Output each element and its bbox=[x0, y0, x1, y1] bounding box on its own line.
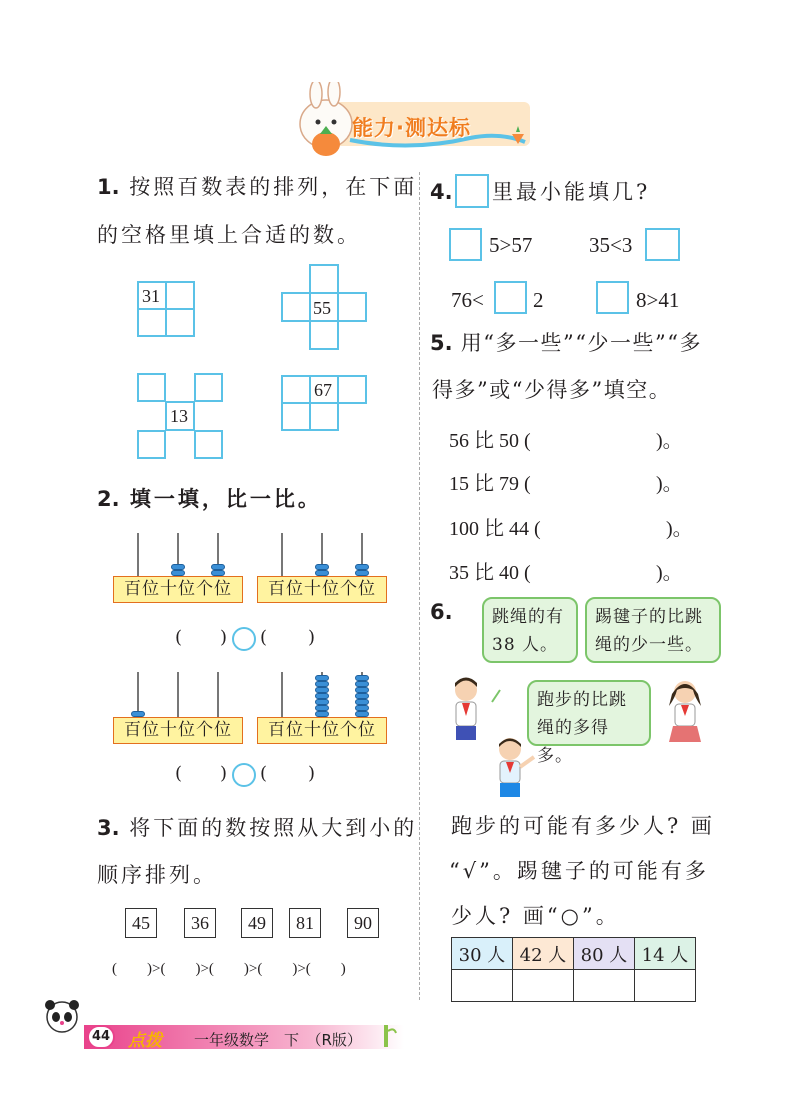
grid-cell-blank[interactable] bbox=[337, 375, 367, 404]
paren-right: ) bbox=[220, 627, 228, 648]
grid-a-value: 31 bbox=[142, 286, 160, 306]
q4-text: 里最小能填几? bbox=[492, 180, 651, 204]
q5-close: )。 bbox=[656, 473, 683, 495]
q1-line1 bbox=[97, 177, 417, 198]
q5-line: 35 比 40 ( bbox=[449, 562, 531, 584]
page-number: 44 bbox=[87, 1025, 115, 1049]
q1-text-line1: 按照百数表的排列，在下面 bbox=[129, 175, 418, 199]
q4-number: 4. bbox=[430, 180, 453, 204]
header-banner bbox=[290, 82, 535, 162]
speech-bubble-2 bbox=[585, 597, 721, 663]
compare-circle[interactable] bbox=[232, 763, 256, 787]
abacus-label: 百位十位个位 bbox=[257, 717, 387, 744]
paren-left: ( bbox=[175, 627, 183, 648]
q5-line: 56 比 50 ( bbox=[449, 430, 531, 452]
grid-cell-blank[interactable] bbox=[309, 402, 339, 431]
q6-number: 6. bbox=[430, 600, 453, 624]
paren-right: ) bbox=[308, 627, 316, 648]
q6-text-line3: 少人? 画“○”。 bbox=[451, 904, 620, 928]
q5-line1 bbox=[430, 333, 702, 354]
q4-answer-box[interactable] bbox=[449, 228, 482, 261]
abacus-label: 百位十位个位 bbox=[113, 717, 243, 744]
q4-c-prefix: 76< bbox=[451, 288, 484, 312]
q2-number: 2. bbox=[97, 487, 120, 511]
grid-cell-blank[interactable] bbox=[281, 292, 311, 322]
bamboo-icon bbox=[378, 1025, 398, 1049]
q5-line: 100 比 44 ( bbox=[449, 518, 541, 540]
bubble1-line2: 38 人。 bbox=[492, 635, 559, 655]
q4-answer-box[interactable] bbox=[645, 228, 680, 261]
grid-cell-blank[interactable] bbox=[165, 281, 195, 310]
q4-a-suffix: 5>57 bbox=[489, 233, 533, 257]
q3-text-line2: 顺序排列。 bbox=[97, 863, 217, 887]
paren-right: ) bbox=[308, 763, 316, 784]
paren-left: ( bbox=[260, 627, 268, 648]
girl-child-icon bbox=[655, 676, 715, 746]
grid-cell-blank[interactable] bbox=[137, 373, 166, 402]
q4-b-prefix: 35<3 bbox=[589, 233, 633, 257]
compare-circle[interactable] bbox=[232, 627, 256, 651]
bubble1-line1: 跳绳的有 bbox=[492, 607, 564, 627]
column-divider bbox=[419, 172, 420, 1000]
grid-d-value: 67 bbox=[314, 380, 332, 400]
grid-cell-blank[interactable] bbox=[337, 292, 367, 322]
q5-close: )。 bbox=[666, 518, 693, 540]
q6-text-line1: 跑步的可能有多少人? 画 bbox=[451, 814, 715, 838]
q2-text: 填一填，比一比。 bbox=[129, 487, 322, 511]
grid-cell-blank[interactable] bbox=[309, 320, 339, 350]
q4-d-suffix: 8>41 bbox=[636, 288, 680, 312]
q3-number: 3. bbox=[97, 816, 120, 840]
table-header: 42 人 bbox=[513, 938, 574, 970]
q1-text-line2: 的空格里填上合适的数。 bbox=[97, 223, 361, 247]
header-title: 能力·测达标 bbox=[352, 116, 471, 140]
bubble3-line2: 绳的多得多。 bbox=[537, 718, 609, 766]
q5-text-line2: 得多”或“少得多”填空。 bbox=[432, 378, 672, 402]
number-card: 49 bbox=[241, 908, 273, 938]
q3-text-line1: 将下面的数按照从大到小的 bbox=[129, 816, 418, 840]
footer-brand: 点拨 bbox=[128, 1031, 162, 1051]
table-answer-cell[interactable] bbox=[452, 970, 513, 1002]
grid-b-value: 55 bbox=[313, 298, 331, 318]
bubble2-line1: 踢毽子的比跳 bbox=[595, 607, 703, 627]
table-row bbox=[452, 970, 696, 1002]
speech-bubble-3 bbox=[527, 680, 651, 766]
table-header: 80 人 bbox=[574, 938, 635, 970]
abacus-label: 百位十位个位 bbox=[257, 576, 387, 603]
answer-table bbox=[451, 937, 696, 1002]
grid-cell-blank[interactable] bbox=[165, 308, 195, 337]
q5-number: 5. bbox=[430, 331, 453, 355]
q5-text-line1: 用“多一些”“少一些”“多 bbox=[460, 331, 702, 355]
q5-line: 15 比 79 ( bbox=[449, 473, 531, 495]
bubble2-line2: 绳的少一些。 bbox=[595, 635, 703, 655]
paren-left: ( bbox=[175, 763, 183, 784]
table-answer-cell[interactable] bbox=[635, 970, 696, 1002]
grid-cell-blank[interactable] bbox=[137, 308, 167, 337]
abacus-label: 百位十位个位 bbox=[113, 576, 243, 603]
q4-answer-box[interactable] bbox=[596, 281, 629, 314]
grid-cell-blank[interactable] bbox=[194, 373, 223, 402]
grid-cell-blank[interactable] bbox=[137, 430, 166, 459]
grid-cell-blank[interactable] bbox=[194, 430, 223, 459]
q4-sample-box bbox=[455, 174, 489, 208]
q2-line bbox=[97, 489, 322, 510]
grid-cell-blank[interactable] bbox=[281, 402, 311, 431]
table-answer-cell[interactable] bbox=[574, 970, 635, 1002]
boy-child-icon bbox=[484, 735, 544, 801]
q5-close: )。 bbox=[656, 562, 683, 584]
table-answer-cell[interactable] bbox=[513, 970, 574, 1002]
q4-answer-box[interactable] bbox=[494, 281, 527, 314]
table-header-row bbox=[452, 938, 696, 970]
number-card: 81 bbox=[289, 908, 321, 938]
grid-cell-blank[interactable] bbox=[309, 264, 339, 294]
paren-right: ) bbox=[220, 763, 228, 784]
number-card: 90 bbox=[347, 908, 379, 938]
paren-left: ( bbox=[260, 763, 268, 784]
table-header: 30 人 bbox=[452, 938, 513, 970]
q4-c-suffix: 2 bbox=[533, 288, 544, 312]
grid-c-value: 13 bbox=[170, 406, 188, 426]
q6-text-line2: “√”。踢毽子的可能有多 bbox=[449, 859, 709, 883]
speech-bubble-1 bbox=[482, 597, 578, 663]
table-header: 14 人 bbox=[635, 938, 696, 970]
grid-cell-blank[interactable] bbox=[281, 375, 311, 404]
footer-book-title: 一年级数学 下 （R版） bbox=[194, 1031, 362, 1049]
number-card: 45 bbox=[125, 908, 157, 938]
q1-number: 1. bbox=[97, 175, 120, 199]
boy-child-icon bbox=[440, 672, 510, 742]
number-card: 36 bbox=[184, 908, 216, 938]
bubble3-line1: 跑步的比跳 bbox=[537, 690, 627, 710]
order-answer-line[interactable]: ( )>( )>( )>( )>( ) bbox=[112, 961, 346, 977]
q3-line1 bbox=[97, 818, 417, 839]
footer bbox=[40, 995, 410, 1055]
q5-close: )。 bbox=[656, 430, 683, 452]
